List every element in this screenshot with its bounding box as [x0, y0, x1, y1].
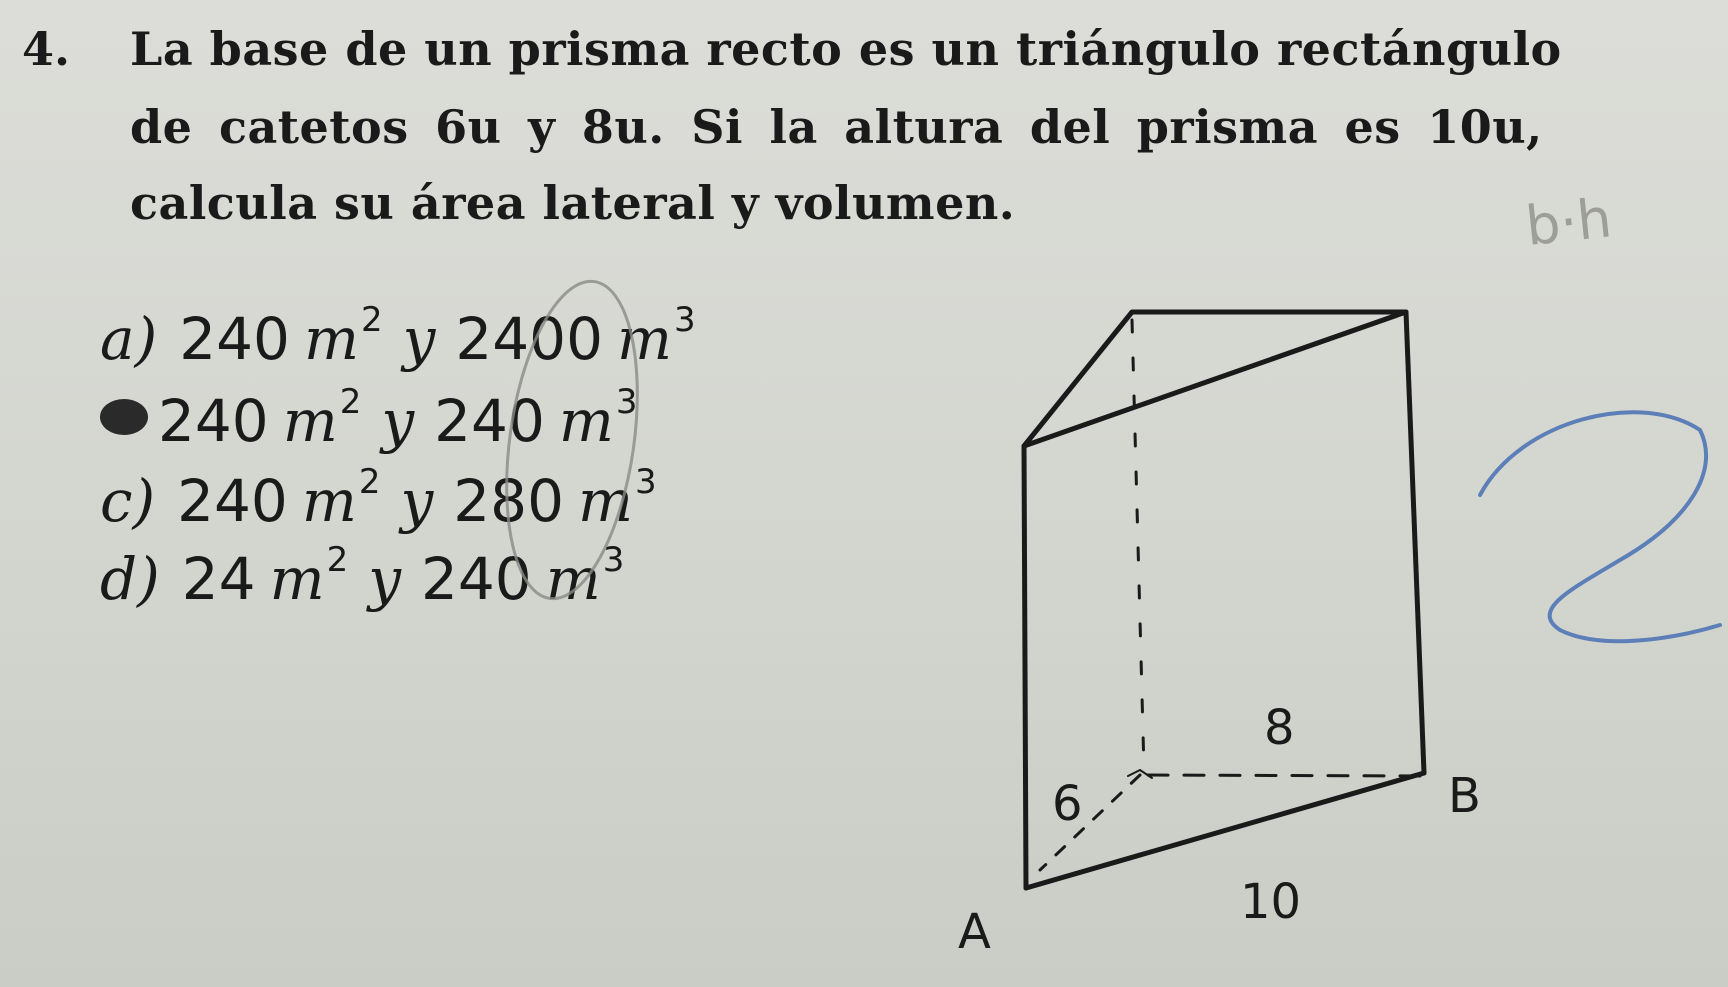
prism-hidden-vertical-edge [1132, 320, 1144, 770]
label-6: 6 [1052, 776, 1083, 832]
option-d-area-unit: $m^2$ [269, 540, 349, 613]
option-a-area: 240 [179, 305, 290, 373]
question-text-line-3: calcula su área lateral y volumen. [130, 176, 1016, 230]
option-c-conj: y [400, 467, 434, 535]
option-b-area: 240 [158, 387, 269, 455]
triangular-prism-diagram [1024, 312, 1424, 888]
prism-edge-bottom-front [1026, 773, 1424, 888]
handwritten-note-top-right: b·h [1522, 186, 1615, 258]
label-B: B [1448, 768, 1481, 824]
option-c-volume: 280 [453, 467, 564, 535]
option-d-letter: d) [100, 545, 160, 613]
prism-edge-right [1406, 312, 1424, 773]
option-a-conj: y [402, 305, 436, 373]
prism-top-face [1024, 312, 1406, 446]
label-8: 8 [1264, 700, 1295, 756]
option-c-volume-unit: $m^3$ [577, 462, 657, 535]
option-a-volume: 2400 [455, 305, 603, 373]
option-b-conj: y [381, 387, 415, 455]
option-d-volume-unit: $m^3$ [545, 540, 625, 613]
label-10: 10 [1240, 874, 1302, 930]
prism-edge-left [1024, 446, 1026, 888]
option-c-area: 240 [177, 467, 288, 535]
option-c-letter: c) [100, 467, 156, 535]
pencil-circle-mark [488, 273, 655, 607]
option-a-volume-unit: $m^3$ [616, 300, 696, 373]
option-a-area-unit: $m^2$ [303, 300, 383, 373]
prism-hidden-bottom-edge [1148, 775, 1420, 776]
option-b-area-unit: $m^2$ [282, 382, 362, 455]
label-A: A [958, 904, 991, 960]
option-c-area-unit: $m^2$ [301, 462, 381, 535]
blue-pen-mark [1480, 412, 1720, 641]
option-b-volume-unit: $m^3$ [558, 382, 638, 455]
question-text-line-2: de catetos 6u y 8u. Si la altura del prisma es 10u, [130, 100, 1543, 154]
question-number: 4. [22, 22, 71, 76]
option-d-volume: 240 [421, 545, 532, 613]
option-a-letter: a) [100, 305, 158, 373]
option-d-conj: y [368, 545, 401, 613]
option-d-area: 24 [181, 545, 256, 613]
option-b-volume: 240 [434, 387, 545, 455]
question-text-line-1: La base de un prisma recto es un triángulo rectángulo [130, 22, 1562, 76]
